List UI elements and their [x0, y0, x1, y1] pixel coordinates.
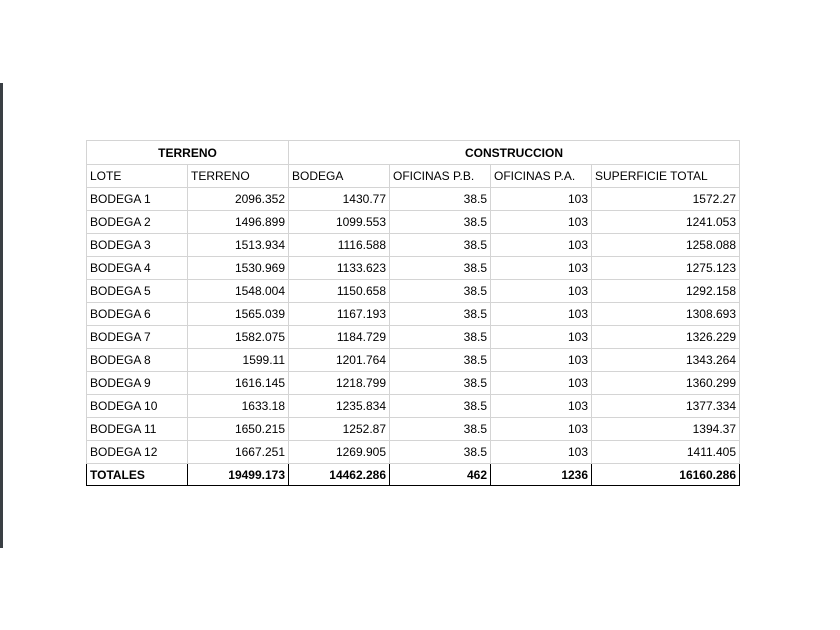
cell-oficinas-pa: 103 — [491, 395, 592, 418]
cell-superficie-total: 1241.053 — [592, 211, 740, 234]
cell-oficinas-pa: 103 — [491, 188, 592, 211]
table-row — [87, 372, 740, 395]
surface-table — [86, 140, 740, 486]
cell-terreno: 1616.145 — [188, 372, 289, 395]
cell-oficinas-pa: 103 — [491, 326, 592, 349]
cell-oficinas-pb: 38.5 — [390, 372, 491, 395]
cell-oficinas-pa: 103 — [491, 418, 592, 441]
cell-bodega: 1430.77 — [289, 188, 390, 211]
cell-terreno: 2096.352 — [188, 188, 289, 211]
table-row — [87, 280, 740, 303]
column-header-lote: LOTE — [87, 165, 188, 188]
cell-terreno: 1513.934 — [188, 234, 289, 257]
cell-bodega: 1133.623 — [289, 257, 390, 280]
table-row — [87, 441, 740, 464]
cell-oficinas-pb: 38.5 — [390, 234, 491, 257]
total-oficinas-pb: 462 — [390, 464, 491, 486]
cell-oficinas-pa: 103 — [491, 441, 592, 464]
cell-oficinas-pb: 38.5 — [390, 395, 491, 418]
cell-terreno: 1565.039 — [188, 303, 289, 326]
cell-bodega: 1235.834 — [289, 395, 390, 418]
cell-bodega: 1184.729 — [289, 326, 390, 349]
cell-terreno: 1496.899 — [188, 211, 289, 234]
table-row — [87, 234, 740, 257]
cell-lote: BODEGA 1 — [87, 188, 188, 211]
cell-oficinas-pb: 38.5 — [390, 418, 491, 441]
table-row — [87, 349, 740, 372]
left-edge-bar — [0, 83, 3, 548]
column-header-bodega: BODEGA — [289, 165, 390, 188]
cell-lote: BODEGA 11 — [87, 418, 188, 441]
cell-oficinas-pa: 103 — [491, 349, 592, 372]
table-row — [87, 211, 740, 234]
cell-lote: BODEGA 2 — [87, 211, 188, 234]
table-row — [87, 395, 740, 418]
column-header-row — [87, 165, 740, 188]
totals-row — [87, 464, 740, 486]
construccion-group-header: CONSTRUCCION — [289, 141, 740, 165]
cell-superficie-total: 1292.158 — [592, 280, 740, 303]
cell-oficinas-pb: 38.5 — [390, 326, 491, 349]
cell-superficie-total: 1308.693 — [592, 303, 740, 326]
cell-oficinas-pb: 38.5 — [390, 211, 491, 234]
group-header-row — [87, 141, 740, 165]
cell-lote: BODEGA 8 — [87, 349, 188, 372]
cell-oficinas-pb: 38.5 — [390, 280, 491, 303]
cell-oficinas-pa: 103 — [491, 303, 592, 326]
cell-terreno: 1582.075 — [188, 326, 289, 349]
cell-superficie-total: 1572.27 — [592, 188, 740, 211]
total-oficinas-pa: 1236 — [491, 464, 592, 486]
cell-lote: BODEGA 7 — [87, 326, 188, 349]
total-lote: TOTALES — [87, 464, 188, 486]
column-header-oficinas-pb: OFICINAS P.B. — [390, 165, 491, 188]
table-row — [87, 188, 740, 211]
cell-lote: BODEGA 10 — [87, 395, 188, 418]
cell-oficinas-pb: 38.5 — [390, 349, 491, 372]
table-row — [87, 303, 740, 326]
cell-bodega: 1252.87 — [289, 418, 390, 441]
cell-superficie-total: 1411.405 — [592, 441, 740, 464]
table-row — [87, 257, 740, 280]
cell-oficinas-pb: 38.5 — [390, 441, 491, 464]
cell-superficie-total: 1360.299 — [592, 372, 740, 395]
cell-lote: BODEGA 6 — [87, 303, 188, 326]
cell-bodega: 1218.799 — [289, 372, 390, 395]
cell-bodega: 1150.658 — [289, 280, 390, 303]
column-header-superficie-total: SUPERFICIE TOTAL — [592, 165, 740, 188]
cell-lote: BODEGA 3 — [87, 234, 188, 257]
cell-bodega: 1201.764 — [289, 349, 390, 372]
cell-oficinas-pa: 103 — [491, 234, 592, 257]
cell-terreno: 1530.969 — [188, 257, 289, 280]
cell-terreno: 1667.251 — [188, 441, 289, 464]
table-row — [87, 326, 740, 349]
cell-lote: BODEGA 9 — [87, 372, 188, 395]
column-header-terreno: TERRENO — [188, 165, 289, 188]
cell-bodega: 1116.588 — [289, 234, 390, 257]
cell-superficie-total: 1394.37 — [592, 418, 740, 441]
cell-lote: BODEGA 4 — [87, 257, 188, 280]
cell-terreno: 1548.004 — [188, 280, 289, 303]
cell-terreno: 1650.215 — [188, 418, 289, 441]
cell-oficinas-pa: 103 — [491, 211, 592, 234]
total-terreno: 19499.173 — [188, 464, 289, 486]
cell-superficie-total: 1326.229 — [592, 326, 740, 349]
cell-oficinas-pb: 38.5 — [390, 257, 491, 280]
cell-bodega: 1099.553 — [289, 211, 390, 234]
cell-superficie-total: 1275.123 — [592, 257, 740, 280]
cell-oficinas-pb: 38.5 — [390, 188, 491, 211]
cell-oficinas-pa: 103 — [491, 257, 592, 280]
total-superficie-total: 16160.286 — [592, 464, 740, 486]
cell-bodega: 1269.905 — [289, 441, 390, 464]
cell-superficie-total: 1258.088 — [592, 234, 740, 257]
cell-lote: BODEGA 12 — [87, 441, 188, 464]
cell-bodega: 1167.193 — [289, 303, 390, 326]
column-header-oficinas-pa: OFICINAS P.A. — [491, 165, 592, 188]
cell-oficinas-pb: 38.5 — [390, 303, 491, 326]
terreno-group-header: TERRENO — [87, 141, 289, 165]
cell-terreno: 1599.11 — [188, 349, 289, 372]
cell-superficie-total: 1343.264 — [592, 349, 740, 372]
cell-terreno: 1633.18 — [188, 395, 289, 418]
total-bodega: 14462.286 — [289, 464, 390, 486]
cell-oficinas-pa: 103 — [491, 372, 592, 395]
cell-superficie-total: 1377.334 — [592, 395, 740, 418]
table-row — [87, 418, 740, 441]
cell-oficinas-pa: 103 — [491, 280, 592, 303]
cell-lote: BODEGA 5 — [87, 280, 188, 303]
